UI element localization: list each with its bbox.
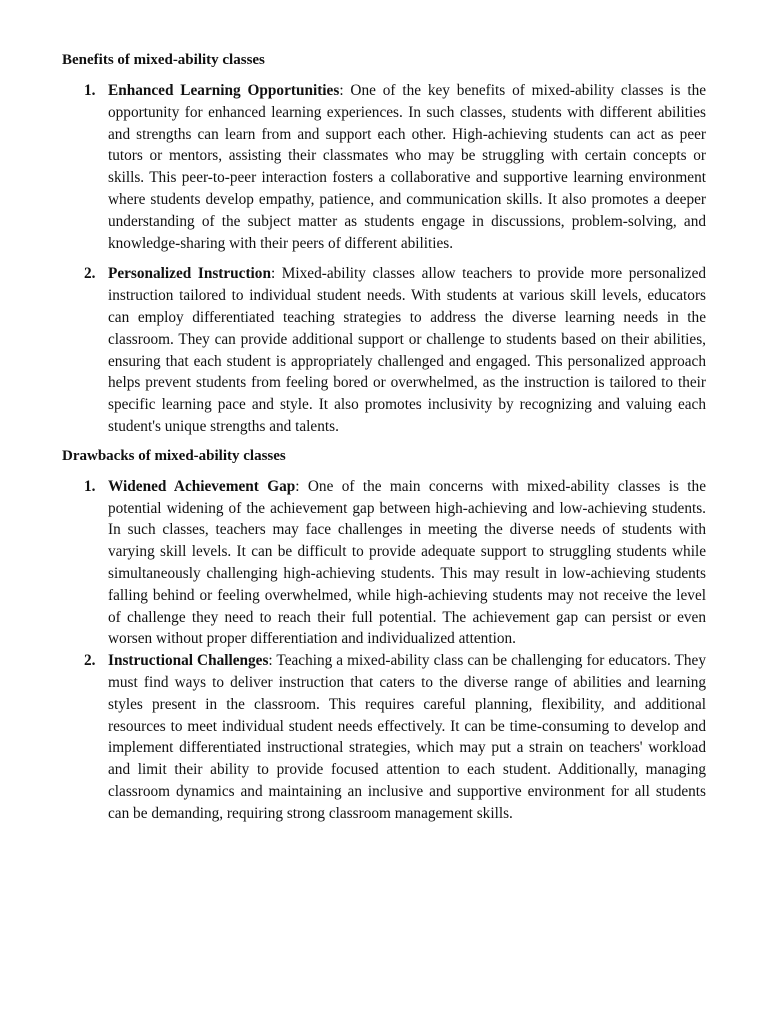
list-item-instructional-challenges <box>62 650 706 824</box>
drawbacks-heading: Drawbacks of mixed-ability classes <box>62 447 286 464</box>
document-page <box>62 50 706 825</box>
list-number: 2. <box>84 652 96 670</box>
item-term: Personalized Instruction <box>108 265 271 283</box>
drawbacks-list <box>62 476 706 825</box>
list-number: 2. <box>84 265 96 283</box>
benefits-list <box>62 80 706 438</box>
list-item-personalized-instruction <box>62 263 706 437</box>
item-term: Enhanced Learning Opportunities <box>108 82 340 99</box>
item-text: : Teaching a mixed-ability class can be challenging for educators. They must find ways to deliver instruction that caters to the diverse range of abilities and learning styles present in the classroom. This requires careful planning, flexibility, and additional resources to meet individual student needs effectively. It can be time-consuming to develop and implement differentiated instructional strategies, which may put a strain on teachers' workload and limit their ability to provide focused attention to each student. Additionally, managing classroom dynamics and maintaining an inclusive and supportive environment for all students can be demanding, requiring strong classroom management skills. <box>108 652 706 822</box>
list-number: 1. <box>84 82 96 99</box>
list-number: 1. <box>84 477 96 495</box>
item-text: : One of the main concerns with mixed-ability classes is the potential widening of the achievement gap between high-achieving and low-achieving students. In such classes, teachers may face challenges in meeting the diverse needs of students with varying skill levels. It can be difficult to provide adequate support to struggling students while simultaneously challenging high-achieving students. This may result in low-achieving students falling behind or feeling overwhelmed, while high-achieving students may not receive the level of challenge they need to reach their full potential. The achievement gap can persist or even worsen without proper differentiation and individualized attention. <box>108 477 706 648</box>
item-text: : One of the key benefits of mixed-ability classes is the opportunity for enhanced learning experiences. In such classes, students with different abilities and strengths can learn from and support each other. High-achieving students can act as peer tutors or mentors, assisting their classmates who may be struggling with certain concepts or skills. This peer-to-peer interaction fosters a collaborative and supportive learning environment where students develop empathy, patience, and communication skills. It also promotes a deeper understanding of the subject matter as students engage in discussions, problem-solving, and knowledge-sharing with their peers of different abilities. <box>108 82 707 252</box>
item-text: : Mixed-ability classes allow teachers to provide more personalized instruction tailored to individual student needs. With students at various skill levels, educators can employ differentiated teaching strategies to address the diverse learning needs in the classroom. They can provide additional support or challenge to students based on their abilities, ensuring that each student is appropriately challenged and engaged. This personalized approach helps prevent students from feeling bored or overwhelmed, as the instruction is tailored to their specific learning pace and style. It also promotes inclusivity by recognizing and valuing each student's unique strengths and talents. <box>108 265 707 435</box>
list-item-enhanced-learning <box>62 80 706 254</box>
item-term: Instructional Challenges <box>108 652 269 670</box>
item-term: Widened Achievement Gap <box>108 477 296 495</box>
list-item-widened-gap <box>62 476 706 650</box>
benefits-heading: Benefits of mixed-ability classes <box>62 52 265 68</box>
